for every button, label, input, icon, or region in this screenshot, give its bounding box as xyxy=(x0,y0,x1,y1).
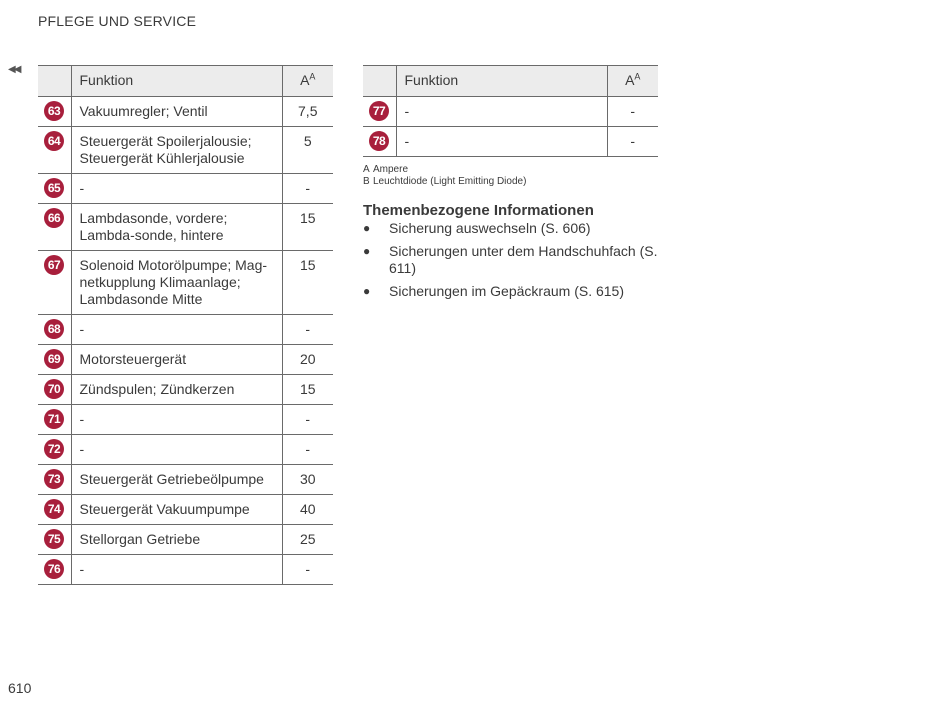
fuse-number-badge: 74 xyxy=(44,499,64,519)
fuse-number-badge: 66 xyxy=(44,208,64,228)
fuse-number-badge: 72 xyxy=(44,439,64,459)
table-header-row xyxy=(38,66,333,97)
fuse-row xyxy=(38,251,333,315)
fuse-function: Vakuumregler; Ventil xyxy=(71,97,282,127)
fuse-function: Stellorgan Getriebe xyxy=(71,525,282,555)
fuse-row xyxy=(363,97,658,127)
fuse-function: Motorsteuergerät xyxy=(71,345,282,375)
fuse-function: - xyxy=(71,405,282,435)
fuse-row xyxy=(38,345,333,375)
fuse-function: - xyxy=(71,435,282,465)
footnote-b: B Leuchtdiode (Light Emitting Diode) xyxy=(363,176,527,187)
fuse-number-cell xyxy=(38,435,71,465)
fuse-function: Steuergerät Spoilerjalousie; Steuergerät Kühlerjalousie xyxy=(71,127,282,174)
fuse-function: - xyxy=(71,555,282,585)
related-link-glovebox-fuses[interactable]: ● Sicherungen unter dem Handschuhfach (S. 611) xyxy=(363,243,658,276)
fuse-number-cell xyxy=(38,315,71,345)
fuse-number-badge: 64 xyxy=(44,131,64,151)
fuse-number-cell xyxy=(38,127,71,174)
fuse-number-badge: 65 xyxy=(44,178,64,198)
fuse-number-cell xyxy=(38,525,71,555)
fuse-ampere: - xyxy=(282,174,333,204)
header-function: Funktion xyxy=(71,66,282,97)
fuse-ampere: 7,5 xyxy=(282,97,333,127)
fuse-ampere: 15 xyxy=(282,251,333,315)
fuse-function: Lambdasonde, vordere; Lambda-sonde, hintere xyxy=(71,204,282,251)
bullet-icon: ● xyxy=(363,244,371,258)
fuse-number-cell xyxy=(38,495,71,525)
fuse-row xyxy=(38,375,333,405)
header-ampere: $A^A$ xyxy=(607,66,658,97)
fuse-number-cell xyxy=(38,97,71,127)
fuse-function: Zündspulen; Zündkerzen xyxy=(71,375,282,405)
fuse-number-badge: 67 xyxy=(44,255,64,275)
related-info-title: Themenbezogene Informationen xyxy=(363,202,594,219)
page-number: 610 xyxy=(8,680,32,696)
fuse-function: - xyxy=(396,97,607,127)
table-header-row xyxy=(363,66,658,97)
fuse-function: - xyxy=(71,174,282,204)
fuse-number-cell xyxy=(38,204,71,251)
fuse-ampere: - xyxy=(607,127,658,157)
fuse-ampere: 20 xyxy=(282,345,333,375)
back-double-arrow-icon[interactable]: ◀◀ xyxy=(8,64,20,75)
fuse-row xyxy=(38,174,333,204)
header-ampere: $A^A$ xyxy=(282,66,333,97)
fuse-function: Steuergerät Getriebeölpumpe xyxy=(71,465,282,495)
related-link-cargo-fuses[interactable]: ● Sicherungen im Gepäckraum (S. 615) xyxy=(363,283,624,299)
fuse-row xyxy=(38,435,333,465)
fuse-row xyxy=(38,495,333,525)
fuse-number-cell xyxy=(38,405,71,435)
related-info-list xyxy=(363,220,663,306)
fuse-number-badge: 63 xyxy=(44,101,64,121)
fuse-row xyxy=(38,555,333,585)
fuse-ampere: 25 xyxy=(282,525,333,555)
fuse-row xyxy=(38,405,333,435)
fuse-row xyxy=(38,315,333,345)
fuse-ampere: 30 xyxy=(282,465,333,495)
fuse-number-badge: 75 xyxy=(44,529,64,549)
fuse-ampere: - xyxy=(282,555,333,585)
fuse-number-badge: 69 xyxy=(44,349,64,369)
fuse-ampere: - xyxy=(282,435,333,465)
fuse-ampere: 15 xyxy=(282,204,333,251)
fuse-row xyxy=(38,127,333,174)
fuse-function: Steuergerät Vakuumpumpe xyxy=(71,495,282,525)
fuse-ampere: - xyxy=(607,97,658,127)
fuse-number-cell xyxy=(38,345,71,375)
fuse-row xyxy=(38,525,333,555)
fuse-number-badge: 71 xyxy=(44,409,64,429)
section-title: PFLEGE UND SERVICE xyxy=(38,13,197,29)
footnote-a: A Ampere xyxy=(363,164,409,175)
fuse-function: - xyxy=(396,127,607,157)
fuse-number-badge: 73 xyxy=(44,469,64,489)
fuse-ampere: - xyxy=(282,315,333,345)
fuse-table-right xyxy=(363,65,658,157)
related-link-fuse-replace[interactable]: ● Sicherung auswechseln (S. 606) xyxy=(363,220,591,236)
footnotes xyxy=(363,164,526,188)
header-number-cell xyxy=(38,66,71,97)
fuse-number-cell xyxy=(363,127,396,157)
ampere-footnote-marker: A xyxy=(634,71,641,82)
fuse-table-left xyxy=(38,65,333,585)
fuse-ampere: - xyxy=(282,405,333,435)
fuse-function: - xyxy=(71,315,282,345)
bullet-icon: ● xyxy=(363,284,371,298)
fuse-number-badge: 78 xyxy=(369,131,389,151)
fuse-function: Solenoid Motorölpumpe; Mag-netkupplung Klimaanlage; Lambdasonde Mitte xyxy=(71,251,282,315)
fuse-number-cell xyxy=(38,555,71,585)
bullet-icon: ● xyxy=(363,221,371,235)
fuse-row xyxy=(363,127,658,157)
fuse-number-cell xyxy=(38,174,71,204)
fuse-number-cell xyxy=(38,375,71,405)
fuse-number-badge: 77 xyxy=(369,101,389,121)
fuse-ampere: 40 xyxy=(282,495,333,525)
fuse-number-badge: 68 xyxy=(44,319,64,339)
fuse-ampere: 15 xyxy=(282,375,333,405)
fuse-row xyxy=(38,204,333,251)
header-number-cell xyxy=(363,66,396,97)
fuse-ampere: 5 xyxy=(282,127,333,174)
fuse-row xyxy=(38,465,333,495)
fuse-number-badge: 76 xyxy=(44,559,64,579)
fuse-number-cell xyxy=(363,97,396,127)
fuse-number-cell xyxy=(38,251,71,315)
ampere-footnote-marker: A xyxy=(309,71,316,82)
fuse-row xyxy=(38,97,333,127)
fuse-number-cell xyxy=(38,465,71,495)
header-function: Funktion xyxy=(396,66,607,97)
fuse-number-badge: 70 xyxy=(44,379,64,399)
